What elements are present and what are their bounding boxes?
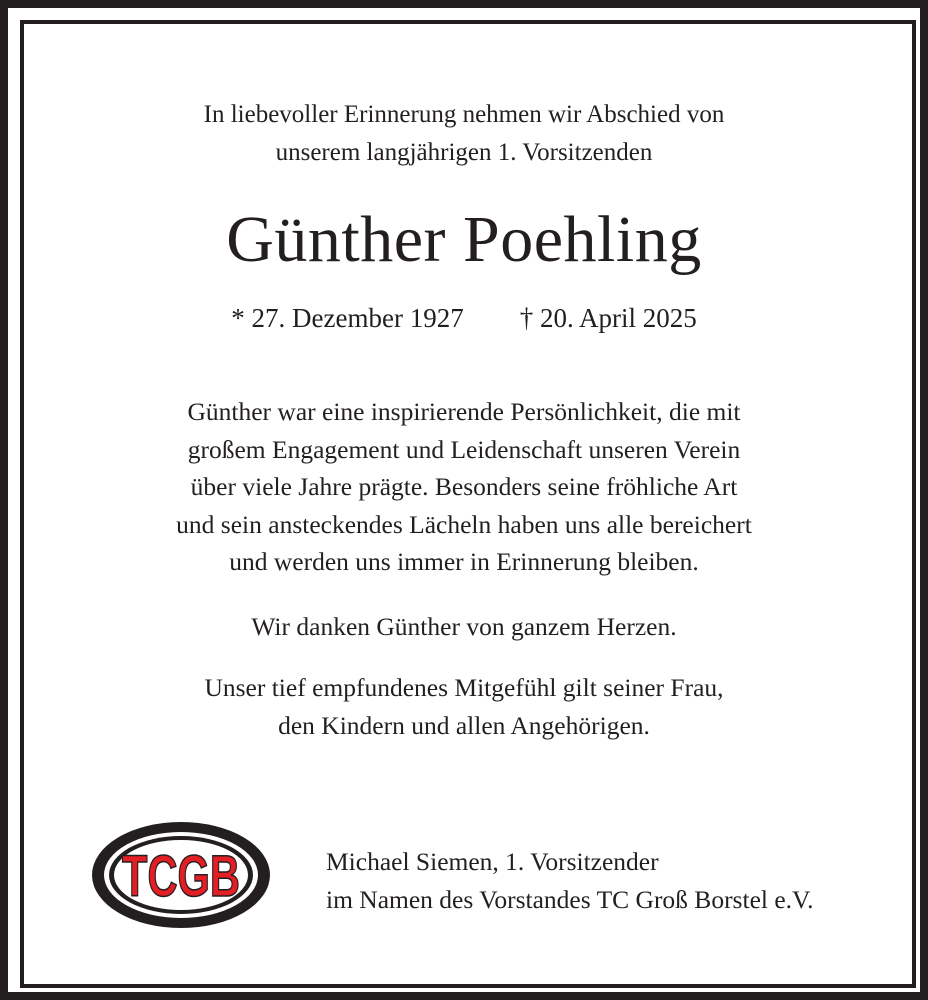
club-logo-icon — [88, 818, 274, 932]
condolence-line: Unser tief empfundenes Mitgefühl gilt seiner Frau, — [204, 673, 724, 702]
tribute-line: großem Engagement und Leidenschaft unseren Verein — [187, 434, 741, 464]
intro-line-1: In liebevoller Erinnerung nehmen wir Abschied von — [203, 101, 725, 128]
tribute-line: und sein ansteckendes Lächeln haben uns alle bereichert — [176, 509, 752, 539]
signature-club: im Namen des Vorstandes TC Groß Borstel e.V. — [326, 885, 814, 914]
tribute-paragraph — [0, 393, 928, 581]
signature — [326, 843, 814, 919]
death-date: † 20. April 2025 — [519, 303, 697, 333]
intro-line-2: unserem langjährigen 1. Vorsitzenden — [275, 139, 653, 166]
condolence-paragraph — [0, 669, 928, 745]
condolence-line: den Kindern und allen Angehörigen. — [278, 711, 650, 740]
life-dates — [0, 298, 928, 338]
tribute-line: über viele Jahre prägte. Besonders seine fröhliche Art — [190, 472, 738, 502]
deceased-name: Günther Poehling — [226, 203, 702, 276]
thanks-paragraph: Wir danken Günther von ganzem Herzen. — [251, 612, 677, 641]
signature-name: Michael Siemen, 1. Vorsitzender — [326, 847, 659, 876]
intro-text — [0, 96, 928, 172]
tribute-line: Günther war eine inspirierende Persönlichkeit, die mit — [187, 397, 741, 426]
birth-date: * 27. Dezember 1927 — [231, 303, 464, 333]
logo-text: TCGB — [122, 844, 240, 909]
tribute-line: und werden uns immer in Erinnerung bleiben. — [229, 547, 699, 577]
